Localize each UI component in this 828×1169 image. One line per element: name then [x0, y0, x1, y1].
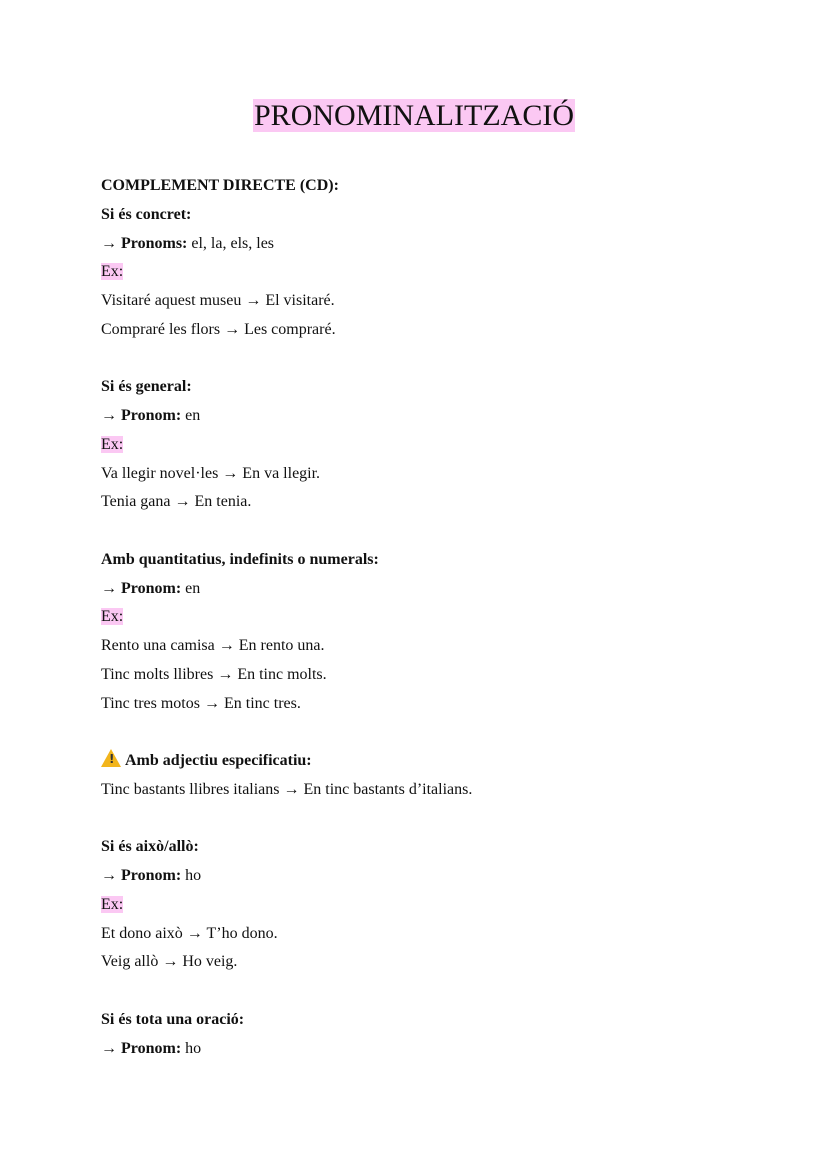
page-title: PRONOMINALITZACIÓ	[254, 99, 574, 132]
arrow: →	[101, 1039, 121, 1057]
arrow: →	[101, 867, 121, 884]
pronoun-value: ho	[181, 1039, 202, 1057]
pronoun-label: Pronom:	[121, 407, 182, 424]
example-label: Ex:	[101, 435, 124, 453]
subheading-warning	[101, 747, 472, 776]
example: Tenia gana → En tenia.	[101, 493, 252, 511]
pronoun-line	[101, 575, 472, 604]
example: Veig allò → Ho veig.	[101, 953, 238, 971]
pronoun-value: en	[181, 579, 201, 597]
arrow: →	[101, 234, 121, 252]
arrow: →	[101, 407, 121, 424]
example: Tinc molts llibres → En tinc molts.	[101, 665, 327, 683]
example: Visitaré aquest museu → El visitaré.	[101, 292, 335, 309]
example-label: Ex:	[101, 608, 124, 626]
example: Tinc bastants llibres italians → En tinc bastants d’italians.	[101, 780, 473, 798]
pronoun-line	[101, 862, 472, 891]
subheading: Si és tota una oració:	[101, 1010, 245, 1028]
subheading: Si és concret:	[101, 205, 192, 223]
arrow: →	[101, 579, 121, 597]
subheading: Si és general:	[101, 378, 192, 396]
section-heading: COMPLEMENT DIRECTE (CD):	[101, 177, 339, 194]
pronoun-value: en	[181, 407, 201, 424]
example: Rento una camisa → En rento una.	[101, 637, 325, 654]
document-body	[101, 172, 472, 1063]
pronoun-value: ho	[181, 867, 202, 884]
example: Va llegir novel·les → En va llegir.	[101, 464, 321, 482]
example-label: Ex:	[101, 895, 124, 913]
pronoun-label: Pronom:	[121, 1039, 182, 1057]
subheading: Amb quantitatius, indefinits o numerals:	[101, 550, 379, 568]
example: Compraré les flors → Les compraré.	[101, 320, 336, 338]
subheading: Si és això/allò:	[101, 838, 199, 856]
pronoun-line	[101, 402, 472, 431]
pronoun-line	[101, 1035, 472, 1064]
example-label: Ex:	[101, 263, 124, 281]
pronoun-label: Pronom:	[121, 867, 182, 884]
warning-icon	[101, 749, 121, 767]
title-wrap	[0, 99, 828, 133]
example: Et dono això → T’ho dono.	[101, 924, 278, 942]
pronoun-line	[101, 230, 472, 259]
pronoun-label: Pronoms:	[121, 234, 188, 252]
example: Tinc tres motos → En tinc tres.	[101, 694, 301, 712]
subheading-text: Amb adjectiu especificatiu:	[125, 752, 312, 769]
pronoun-value: el, la, els, les	[187, 234, 275, 252]
pronoun-label: Pronom:	[121, 579, 182, 597]
